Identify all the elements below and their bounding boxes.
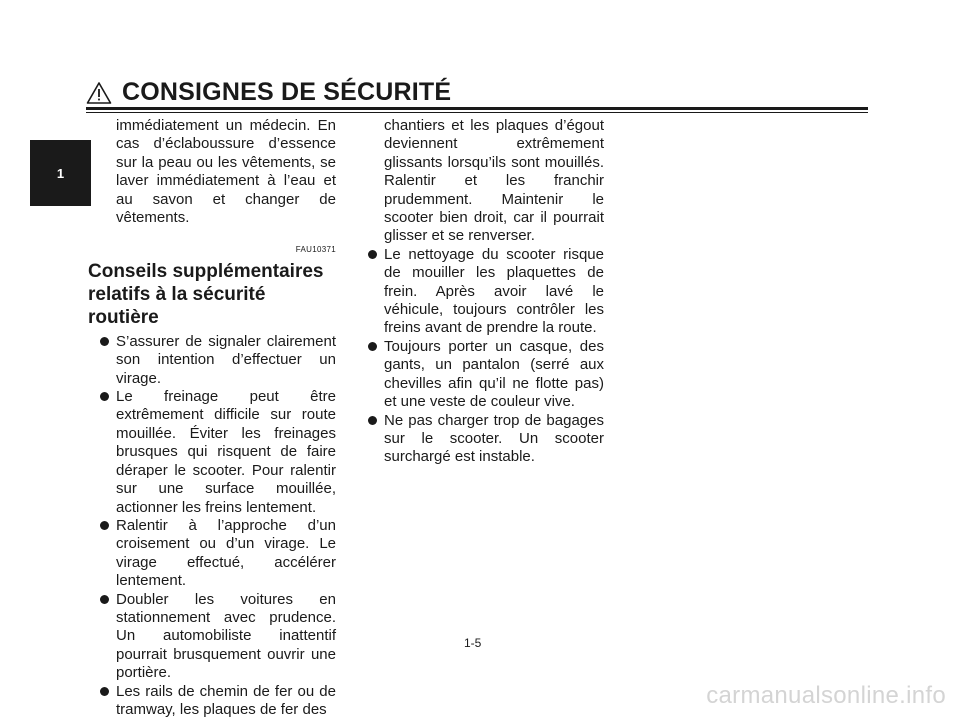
page-number: 1-5 (464, 636, 482, 650)
list-item: S’assurer de signaler clairement son intention d’effectuer un virage. (88, 333, 336, 388)
right-column (368, 117, 604, 467)
bullet-icon (100, 595, 109, 604)
section-heading-line-1: Conseils supplémentaires (88, 260, 324, 282)
left-column (88, 117, 336, 719)
continued-paragraph: chantiers et les plaques d’égout deviennent extrêmement glissants lorsqu’ils sont mouillés. Ralentir et les franchir prudemment. Maintenir le scooter bien droit, car il pourrait glisser et se renverser. (384, 117, 604, 245)
chapter-tab: 1 (30, 140, 91, 206)
list-item: Toujours porter un casque, des gants, un pantalon (serré aux chevilles afin qu’il ne flotte pas) et une veste de couleur vive. (368, 338, 604, 412)
list-item: Doubler les voitures en stationnement avec prudence. Un automobiliste inattentif pourrait brusquement ouvrir une portière. (88, 591, 336, 683)
list-item: Ne pas charger trop de bagages sur le scooter. Un scooter surchargé est instable. (368, 412, 604, 467)
section-code: FAU10371 (295, 245, 336, 255)
list-item: Le nettoyage du scooter risque de mouiller les plaquettes de frein. Après avoir lavé le véhicule, toujours contrôler les freins avant de prendre la route. (368, 246, 604, 338)
section-heading (88, 260, 336, 329)
safety-tips-list (88, 333, 336, 719)
warning-triangle-icon (86, 81, 112, 105)
section-heading-line-2: relatifs à la sécurité routière (88, 283, 266, 328)
list-item: Les rails de chemin de fer ou de tramway, les plaques de fer des (88, 683, 336, 719)
bullet-icon (100, 521, 109, 530)
safety-tips-list-continued (368, 246, 604, 467)
bullet-icon (368, 250, 377, 259)
header-divider-thin (86, 112, 868, 113)
watermark: carmanualsonline.info (706, 682, 946, 709)
bullet-icon (100, 392, 109, 401)
page-title: CONSIGNES DE SÉCURITÉ (122, 78, 452, 106)
page-header (86, 78, 451, 107)
bullet-icon (100, 337, 109, 346)
header-divider (86, 107, 868, 110)
bullet-icon (368, 342, 377, 351)
list-item: Le freinage peut être extrêmement difficile sur route mouillée. Éviter les freinages brusques qui risquent de faire déraper le scooter. Pour ralentir sur une surface mouillée, actionner les freins lentement. (88, 388, 336, 517)
bullet-icon (100, 687, 109, 696)
continued-paragraph: immédiatement un médecin. En cas d’éclaboussure d’essence sur la peau ou les vêtements, se laver immédiatement à l’eau et au savon et changer de vêtements. (116, 117, 336, 227)
list-item: Ralentir à l’approche d’un croisement ou d’un virage. Le virage effectué, accélérer lentement. (88, 517, 336, 591)
bullet-icon (368, 416, 377, 425)
